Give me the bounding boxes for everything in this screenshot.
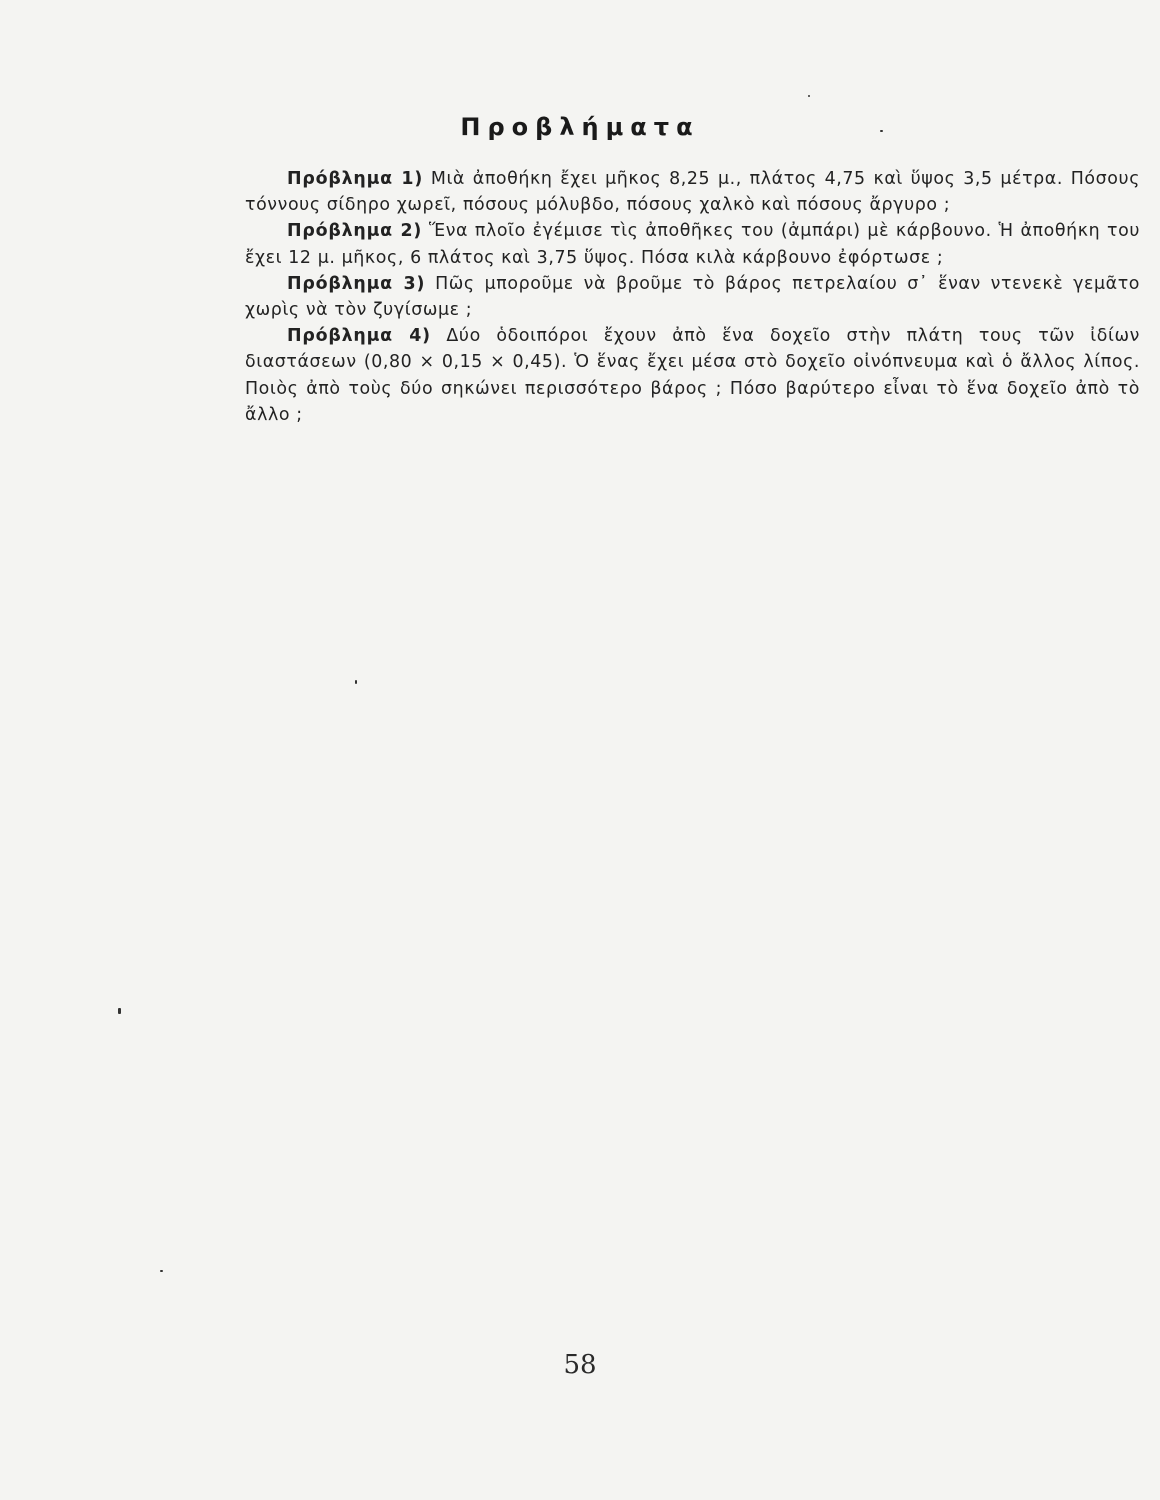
problem-text: Ἕνα πλοῖο ἐγέμισε τὶς ἀποθῆκες του (ἀμπάρι) μὲ κάρβουνο. Ἡ ἀποθήκη του ἔχει 12 μ. μῆκος, 6 πλάτος καὶ 3,75 ὕψος. Πόσα κιλὰ κάρβουνο ἐφόρτωσε ; bbox=[245, 221, 1141, 268]
paper-speck bbox=[118, 1008, 121, 1014]
problem-3 bbox=[245, 271, 1140, 323]
paper-speck bbox=[160, 1270, 163, 1272]
problem-label: Πρόβλημα 3) bbox=[287, 273, 426, 294]
problem-2 bbox=[245, 218, 1140, 270]
page-number: 58 bbox=[563, 1350, 597, 1380]
paper-speck bbox=[808, 95, 810, 97]
problem-label: Πρόβλημα 1) bbox=[287, 169, 424, 189]
problem-label: Πρόβλημα 2) bbox=[287, 221, 423, 242]
problem-4 bbox=[245, 323, 1140, 428]
problem-text: Μιὰ ἀποθήκη ἔχει μῆκος 8,25 μ., πλάτος 4,75 καὶ ὕψος 3,5 μέτρα. Πόσους τόννους σίδηρο χωρεῖ, πόσους μόλυβδο, πόσους χαλκὸ καὶ πόσους ἄργυρο ; bbox=[245, 169, 1140, 216]
paper-speck bbox=[355, 680, 357, 684]
problem-text: Δύο ὁδοιπόροι ἔχουν ἀπὸ ἕνα δοχεῖο στὴν πλάτη τους τῶν ἰδίων διαστάσεων (0,80 × 0,15 × 0,45). Ὁ ἕνας ἔχει μέσα στὸ δοχεῖο οἰνόπνευμα καὶ ὁ ἄλλος λίπος. Ποιὸς ἀπὸ τοὺς δύο σηκώνει περισσότερο βάρος ; Πόσο βαρύτερο εἶναι τὸ ἕνα δοχεῖο ἀπὸ τὸ ἄλλο ; bbox=[245, 326, 1140, 425]
page-title: Προβλήματα bbox=[460, 113, 700, 141]
problem-label: Πρόβλημα 4) bbox=[287, 326, 431, 347]
problem-1 bbox=[245, 166, 1140, 218]
paper-speck bbox=[880, 130, 883, 132]
problem-text: Πῶς μποροῦμε νὰ βροῦμε τὸ βάρος πετρελαίου σ᾿ ἕναν ντενεκὲ γεμᾶτο χωρὶς νὰ τὸν ζυγίσωμε ; bbox=[245, 273, 1141, 321]
problems-section bbox=[245, 166, 1140, 428]
